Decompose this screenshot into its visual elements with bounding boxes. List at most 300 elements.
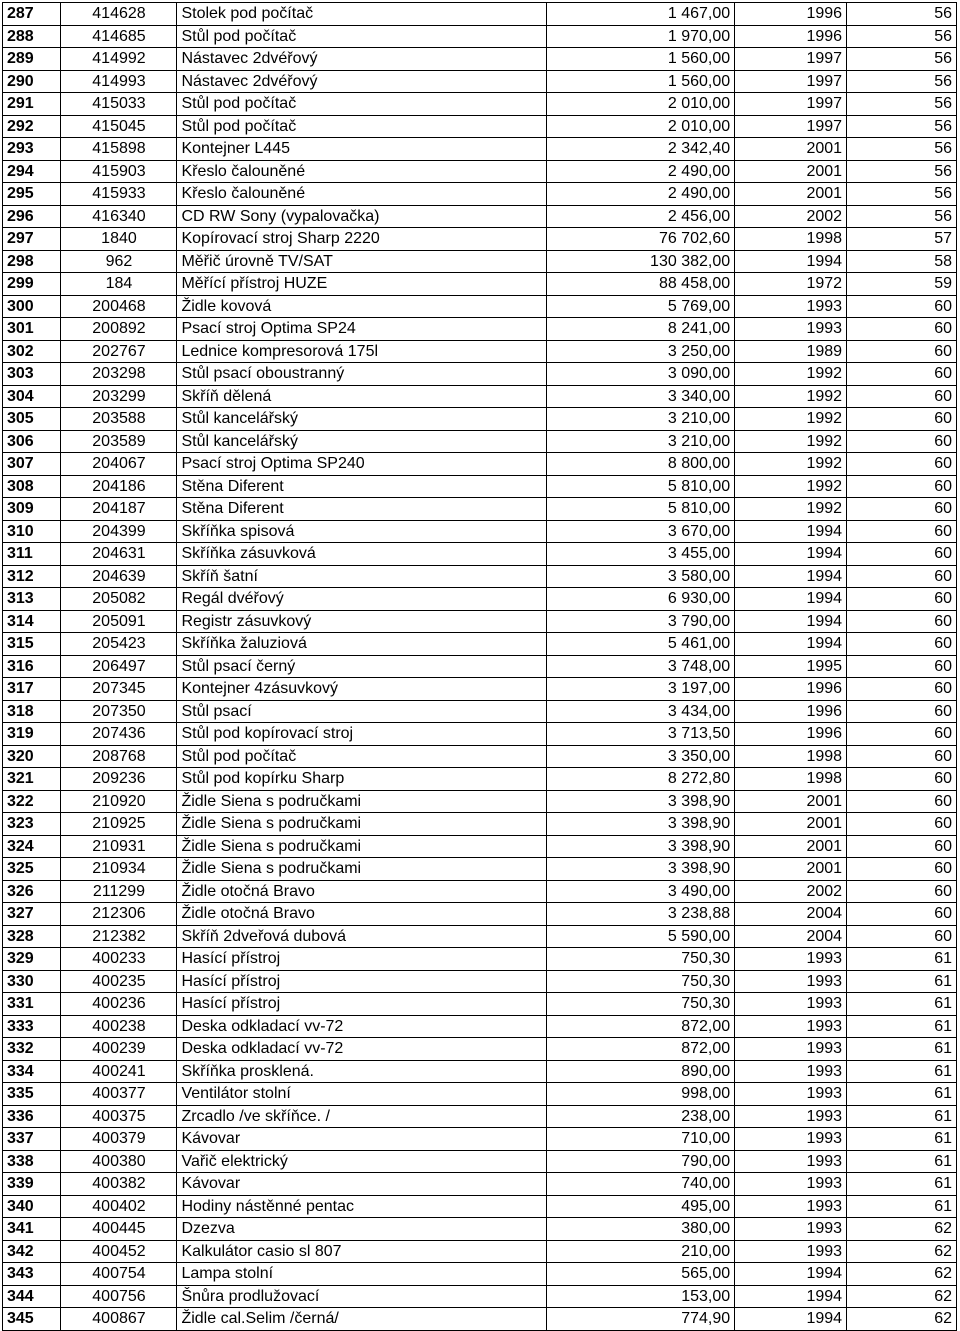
acquisition-year-cell: 1993 bbox=[735, 1218, 847, 1241]
row-number-cell: 294 bbox=[3, 160, 61, 183]
item-name-cell: Stůl pod počítač bbox=[177, 115, 546, 138]
row-number-cell: 337 bbox=[3, 1128, 61, 1151]
acquisition-year-cell: 1992 bbox=[735, 408, 847, 431]
item-name-cell: CD RW Sony (vypalovačka) bbox=[177, 205, 546, 228]
item-name-cell: Zrcadlo /ve skříňce. / bbox=[177, 1105, 546, 1128]
item-name-cell: Kontejner L445 bbox=[177, 138, 546, 161]
asset-id-cell: 205082 bbox=[61, 588, 177, 611]
item-price-cell: 2 010,00 bbox=[546, 93, 735, 116]
item-price-cell: 3 210,00 bbox=[546, 430, 735, 453]
item-name-cell: Regál dvéřový bbox=[177, 588, 546, 611]
item-price-cell: 750,30 bbox=[546, 948, 735, 971]
item-name-cell: Deska odkladací vv-72 bbox=[177, 1015, 546, 1038]
row-number-cell: 290 bbox=[3, 70, 61, 93]
group-code-cell: 56 bbox=[847, 48, 957, 71]
item-name-cell: Stůl psací oboustranný bbox=[177, 363, 546, 386]
item-name-cell: Nástavec 2dvéřový bbox=[177, 70, 546, 93]
acquisition-year-cell: 1994 bbox=[735, 543, 847, 566]
item-name-cell: Stěna Diferent bbox=[177, 475, 546, 498]
acquisition-year-cell: 2004 bbox=[735, 925, 847, 948]
group-code-cell: 57 bbox=[847, 228, 957, 251]
row-number-cell: 306 bbox=[3, 430, 61, 453]
item-price-cell: 3 210,00 bbox=[546, 408, 735, 431]
item-name-cell: Stůl pod počítač bbox=[177, 745, 546, 768]
table-row bbox=[3, 1038, 957, 1061]
item-name-cell: Stěna Diferent bbox=[177, 498, 546, 521]
item-price-cell: 2 456,00 bbox=[546, 205, 735, 228]
row-number-cell: 320 bbox=[3, 745, 61, 768]
asset-id-cell: 400867 bbox=[61, 1308, 177, 1331]
acquisition-year-cell: 1994 bbox=[735, 588, 847, 611]
group-code-cell: 58 bbox=[847, 250, 957, 273]
item-price-cell: 3 490,00 bbox=[546, 880, 735, 903]
acquisition-year-cell: 1992 bbox=[735, 453, 847, 476]
table-row bbox=[3, 925, 957, 948]
acquisition-year-cell: 1994 bbox=[735, 1263, 847, 1286]
table-row bbox=[3, 1218, 957, 1241]
group-code-cell: 60 bbox=[847, 700, 957, 723]
asset-id-cell: 415903 bbox=[61, 160, 177, 183]
group-code-cell: 62 bbox=[847, 1308, 957, 1331]
acquisition-year-cell: 1994 bbox=[735, 1308, 847, 1331]
acquisition-year-cell: 1997 bbox=[735, 115, 847, 138]
asset-id-cell: 1840 bbox=[61, 228, 177, 251]
group-code-cell: 56 bbox=[847, 93, 957, 116]
row-number-cell: 312 bbox=[3, 565, 61, 588]
row-number-cell: 291 bbox=[3, 93, 61, 116]
asset-id-cell: 415933 bbox=[61, 183, 177, 206]
item-price-cell: 3 250,00 bbox=[546, 340, 735, 363]
asset-id-cell: 414628 bbox=[61, 3, 177, 26]
item-price-cell: 238,00 bbox=[546, 1105, 735, 1128]
table-row bbox=[3, 1173, 957, 1196]
row-number-cell: 302 bbox=[3, 340, 61, 363]
group-code-cell: 56 bbox=[847, 3, 957, 26]
item-name-cell: Registr zásuvkový bbox=[177, 610, 546, 633]
acquisition-year-cell: 2002 bbox=[735, 205, 847, 228]
asset-id-cell: 210934 bbox=[61, 858, 177, 881]
group-code-cell: 56 bbox=[847, 138, 957, 161]
item-price-cell: 76 702,60 bbox=[546, 228, 735, 251]
group-code-cell: 56 bbox=[847, 205, 957, 228]
item-price-cell: 3 398,90 bbox=[546, 813, 735, 836]
table-row bbox=[3, 1015, 957, 1038]
group-code-cell: 61 bbox=[847, 1038, 957, 1061]
group-code-cell: 61 bbox=[847, 1128, 957, 1151]
row-number-cell: 300 bbox=[3, 295, 61, 318]
item-price-cell: 8 272,80 bbox=[546, 768, 735, 791]
acquisition-year-cell: 1995 bbox=[735, 655, 847, 678]
acquisition-year-cell: 1993 bbox=[735, 970, 847, 993]
asset-id-cell: 400375 bbox=[61, 1105, 177, 1128]
row-number-cell: 310 bbox=[3, 520, 61, 543]
asset-id-cell: 400402 bbox=[61, 1195, 177, 1218]
acquisition-year-cell: 1993 bbox=[735, 1038, 847, 1061]
group-code-cell: 60 bbox=[847, 813, 957, 836]
group-code-cell: 60 bbox=[847, 295, 957, 318]
item-price-cell: 88 458,00 bbox=[546, 273, 735, 296]
table-row bbox=[3, 228, 957, 251]
table-row bbox=[3, 678, 957, 701]
table-row bbox=[3, 25, 957, 48]
item-name-cell: Nástavec 2dvéřový bbox=[177, 48, 546, 71]
acquisition-year-cell: 2001 bbox=[735, 835, 847, 858]
row-number-cell: 307 bbox=[3, 453, 61, 476]
item-price-cell: 380,00 bbox=[546, 1218, 735, 1241]
table-row bbox=[3, 205, 957, 228]
asset-id-cell: 212306 bbox=[61, 903, 177, 926]
table-row bbox=[3, 318, 957, 341]
item-name-cell: Skříňka žaluziová bbox=[177, 633, 546, 656]
table-row bbox=[3, 430, 957, 453]
acquisition-year-cell: 1994 bbox=[735, 633, 847, 656]
acquisition-year-cell: 1993 bbox=[735, 1150, 847, 1173]
group-code-cell: 60 bbox=[847, 633, 957, 656]
table-row bbox=[3, 453, 957, 476]
item-price-cell: 5 461,00 bbox=[546, 633, 735, 656]
item-name-cell: Měřící přístroj HUZE bbox=[177, 273, 546, 296]
group-code-cell: 60 bbox=[847, 858, 957, 881]
row-number-cell: 303 bbox=[3, 363, 61, 386]
item-name-cell: Skříň 2dveřová dubová bbox=[177, 925, 546, 948]
row-number-cell: 324 bbox=[3, 835, 61, 858]
table-row bbox=[3, 363, 957, 386]
row-number-cell: 292 bbox=[3, 115, 61, 138]
group-code-cell: 60 bbox=[847, 498, 957, 521]
item-name-cell: Skříňka spisová bbox=[177, 520, 546, 543]
row-number-cell: 333 bbox=[3, 1015, 61, 1038]
item-name-cell: Židle Siena s područkami bbox=[177, 835, 546, 858]
table-row bbox=[3, 160, 957, 183]
group-code-cell: 60 bbox=[847, 475, 957, 498]
row-number-cell: 341 bbox=[3, 1218, 61, 1241]
acquisition-year-cell: 2001 bbox=[735, 138, 847, 161]
item-price-cell: 3 398,90 bbox=[546, 858, 735, 881]
group-code-cell: 61 bbox=[847, 993, 957, 1016]
item-price-cell: 790,00 bbox=[546, 1150, 735, 1173]
item-price-cell: 2 490,00 bbox=[546, 160, 735, 183]
row-number-cell: 313 bbox=[3, 588, 61, 611]
row-number-cell: 345 bbox=[3, 1308, 61, 1331]
item-price-cell: 6 930,00 bbox=[546, 588, 735, 611]
group-code-cell: 56 bbox=[847, 115, 957, 138]
asset-id-cell: 204187 bbox=[61, 498, 177, 521]
item-price-cell: 5 590,00 bbox=[546, 925, 735, 948]
group-code-cell: 60 bbox=[847, 363, 957, 386]
group-code-cell: 62 bbox=[847, 1218, 957, 1241]
table-row bbox=[3, 588, 957, 611]
item-name-cell: Ventilátor stolní bbox=[177, 1083, 546, 1106]
asset-id-cell: 209236 bbox=[61, 768, 177, 791]
item-price-cell: 3 398,90 bbox=[546, 790, 735, 813]
row-number-cell: 331 bbox=[3, 993, 61, 1016]
item-price-cell: 210,00 bbox=[546, 1240, 735, 1263]
row-number-cell: 318 bbox=[3, 700, 61, 723]
asset-id-cell: 200468 bbox=[61, 295, 177, 318]
row-number-cell: 295 bbox=[3, 183, 61, 206]
asset-id-cell: 400238 bbox=[61, 1015, 177, 1038]
acquisition-year-cell: 1993 bbox=[735, 1195, 847, 1218]
row-number-cell: 308 bbox=[3, 475, 61, 498]
table-row bbox=[3, 1060, 957, 1083]
row-number-cell: 315 bbox=[3, 633, 61, 656]
asset-id-cell: 415898 bbox=[61, 138, 177, 161]
item-price-cell: 3 790,00 bbox=[546, 610, 735, 633]
asset-id-cell: 962 bbox=[61, 250, 177, 273]
asset-id-cell: 416340 bbox=[61, 205, 177, 228]
item-name-cell: Kontejner 4zásuvkový bbox=[177, 678, 546, 701]
table-row bbox=[3, 565, 957, 588]
asset-id-cell: 200892 bbox=[61, 318, 177, 341]
item-price-cell: 3 350,00 bbox=[546, 745, 735, 768]
acquisition-year-cell: 1994 bbox=[735, 520, 847, 543]
table-row bbox=[3, 948, 957, 971]
table-row bbox=[3, 970, 957, 993]
acquisition-year-cell: 1996 bbox=[735, 25, 847, 48]
item-price-cell: 3 340,00 bbox=[546, 385, 735, 408]
item-price-cell: 774,90 bbox=[546, 1308, 735, 1331]
acquisition-year-cell: 1994 bbox=[735, 565, 847, 588]
group-code-cell: 60 bbox=[847, 408, 957, 431]
item-name-cell: Lampa stolní bbox=[177, 1263, 546, 1286]
acquisition-year-cell: 1997 bbox=[735, 70, 847, 93]
group-code-cell: 60 bbox=[847, 565, 957, 588]
acquisition-year-cell: 2001 bbox=[735, 813, 847, 836]
acquisition-year-cell: 1993 bbox=[735, 1128, 847, 1151]
asset-id-cell: 211299 bbox=[61, 880, 177, 903]
group-code-cell: 61 bbox=[847, 948, 957, 971]
row-number-cell: 319 bbox=[3, 723, 61, 746]
row-number-cell: 311 bbox=[3, 543, 61, 566]
item-name-cell: Křeslo čalouněné bbox=[177, 183, 546, 206]
row-number-cell: 334 bbox=[3, 1060, 61, 1083]
group-code-cell: 61 bbox=[847, 1015, 957, 1038]
row-number-cell: 299 bbox=[3, 273, 61, 296]
table-row bbox=[3, 835, 957, 858]
group-code-cell: 60 bbox=[847, 723, 957, 746]
acquisition-year-cell: 2002 bbox=[735, 880, 847, 903]
table-row bbox=[3, 1128, 957, 1151]
asset-id-cell: 414685 bbox=[61, 25, 177, 48]
table-row bbox=[3, 1150, 957, 1173]
table-row bbox=[3, 385, 957, 408]
item-name-cell: Lednice kompresorová 175l bbox=[177, 340, 546, 363]
asset-id-cell: 400382 bbox=[61, 1173, 177, 1196]
group-code-cell: 61 bbox=[847, 1195, 957, 1218]
row-number-cell: 304 bbox=[3, 385, 61, 408]
table-row bbox=[3, 723, 957, 746]
item-price-cell: 5 769,00 bbox=[546, 295, 735, 318]
group-code-cell: 60 bbox=[847, 925, 957, 948]
table-row bbox=[3, 3, 957, 26]
table-row bbox=[3, 1285, 957, 1308]
table-row bbox=[3, 700, 957, 723]
acquisition-year-cell: 1997 bbox=[735, 93, 847, 116]
group-code-cell: 60 bbox=[847, 745, 957, 768]
group-code-cell: 60 bbox=[847, 835, 957, 858]
item-price-cell: 710,00 bbox=[546, 1128, 735, 1151]
group-code-cell: 60 bbox=[847, 610, 957, 633]
item-name-cell: Stůl kancelářský bbox=[177, 430, 546, 453]
row-number-cell: 301 bbox=[3, 318, 61, 341]
item-price-cell: 5 810,00 bbox=[546, 498, 735, 521]
acquisition-year-cell: 2004 bbox=[735, 903, 847, 926]
group-code-cell: 61 bbox=[847, 1150, 957, 1173]
asset-id-cell: 210925 bbox=[61, 813, 177, 836]
table-row bbox=[3, 655, 957, 678]
row-number-cell: 329 bbox=[3, 948, 61, 971]
group-code-cell: 60 bbox=[847, 453, 957, 476]
asset-id-cell: 204067 bbox=[61, 453, 177, 476]
group-code-cell: 62 bbox=[847, 1263, 957, 1286]
row-number-cell: 330 bbox=[3, 970, 61, 993]
acquisition-year-cell: 1993 bbox=[735, 1060, 847, 1083]
item-price-cell: 5 810,00 bbox=[546, 475, 735, 498]
asset-id-cell: 400377 bbox=[61, 1083, 177, 1106]
group-code-cell: 60 bbox=[847, 678, 957, 701]
asset-id-cell: 204399 bbox=[61, 520, 177, 543]
item-price-cell: 130 382,00 bbox=[546, 250, 735, 273]
acquisition-year-cell: 1972 bbox=[735, 273, 847, 296]
item-name-cell: Stůl psací bbox=[177, 700, 546, 723]
item-price-cell: 890,00 bbox=[546, 1060, 735, 1083]
row-number-cell: 332 bbox=[3, 1038, 61, 1061]
table-row bbox=[3, 340, 957, 363]
acquisition-year-cell: 1996 bbox=[735, 678, 847, 701]
asset-id-cell: 207345 bbox=[61, 678, 177, 701]
row-number-cell: 342 bbox=[3, 1240, 61, 1263]
asset-id-cell: 400756 bbox=[61, 1285, 177, 1308]
inventory-table-body bbox=[3, 3, 957, 1331]
row-number-cell: 296 bbox=[3, 205, 61, 228]
table-row bbox=[3, 1263, 957, 1286]
row-number-cell: 327 bbox=[3, 903, 61, 926]
item-price-cell: 153,00 bbox=[546, 1285, 735, 1308]
group-code-cell: 60 bbox=[847, 655, 957, 678]
row-number-cell: 322 bbox=[3, 790, 61, 813]
table-row bbox=[3, 498, 957, 521]
asset-id-cell: 400754 bbox=[61, 1263, 177, 1286]
acquisition-year-cell: 1997 bbox=[735, 48, 847, 71]
item-name-cell: Hasící přístroj bbox=[177, 948, 546, 971]
item-name-cell: Dzezva bbox=[177, 1218, 546, 1241]
item-price-cell: 998,00 bbox=[546, 1083, 735, 1106]
row-number-cell: 289 bbox=[3, 48, 61, 71]
asset-id-cell: 210931 bbox=[61, 835, 177, 858]
table-row bbox=[3, 633, 957, 656]
group-code-cell: 60 bbox=[847, 880, 957, 903]
acquisition-year-cell: 1993 bbox=[735, 1173, 847, 1196]
item-name-cell: Kávovar bbox=[177, 1128, 546, 1151]
item-price-cell: 3 748,00 bbox=[546, 655, 735, 678]
item-name-cell: Židle Siena s područkami bbox=[177, 813, 546, 836]
acquisition-year-cell: 1989 bbox=[735, 340, 847, 363]
table-row bbox=[3, 1195, 957, 1218]
row-number-cell: 328 bbox=[3, 925, 61, 948]
asset-id-cell: 204639 bbox=[61, 565, 177, 588]
row-number-cell: 325 bbox=[3, 858, 61, 881]
item-name-cell: Vařič elektrický bbox=[177, 1150, 546, 1173]
item-name-cell: Židle otočná Bravo bbox=[177, 880, 546, 903]
acquisition-year-cell: 1993 bbox=[735, 1240, 847, 1263]
item-name-cell: Židle Siena s područkami bbox=[177, 790, 546, 813]
group-code-cell: 61 bbox=[847, 1173, 957, 1196]
acquisition-year-cell: 1992 bbox=[735, 385, 847, 408]
group-code-cell: 61 bbox=[847, 970, 957, 993]
item-name-cell: Stůl pod kopírku Sharp bbox=[177, 768, 546, 791]
asset-id-cell: 400379 bbox=[61, 1128, 177, 1151]
row-number-cell: 314 bbox=[3, 610, 61, 633]
row-number-cell: 317 bbox=[3, 678, 61, 701]
acquisition-year-cell: 1993 bbox=[735, 993, 847, 1016]
acquisition-year-cell: 1994 bbox=[735, 610, 847, 633]
acquisition-year-cell: 1994 bbox=[735, 250, 847, 273]
row-number-cell: 335 bbox=[3, 1083, 61, 1106]
row-number-cell: 297 bbox=[3, 228, 61, 251]
acquisition-year-cell: 1996 bbox=[735, 723, 847, 746]
row-number-cell: 344 bbox=[3, 1285, 61, 1308]
item-price-cell: 3 090,00 bbox=[546, 363, 735, 386]
row-number-cell: 323 bbox=[3, 813, 61, 836]
row-number-cell: 316 bbox=[3, 655, 61, 678]
table-row bbox=[3, 1083, 957, 1106]
acquisition-year-cell: 2001 bbox=[735, 160, 847, 183]
group-code-cell: 62 bbox=[847, 1240, 957, 1263]
asset-id-cell: 207350 bbox=[61, 700, 177, 723]
item-name-cell: Stůl pod kopírovací stroj bbox=[177, 723, 546, 746]
table-row bbox=[3, 813, 957, 836]
row-number-cell: 336 bbox=[3, 1105, 61, 1128]
table-row bbox=[3, 183, 957, 206]
acquisition-year-cell: 1994 bbox=[735, 1285, 847, 1308]
asset-id-cell: 400445 bbox=[61, 1218, 177, 1241]
group-code-cell: 60 bbox=[847, 588, 957, 611]
item-name-cell: Židle otočná Bravo bbox=[177, 903, 546, 926]
group-code-cell: 61 bbox=[847, 1083, 957, 1106]
acquisition-year-cell: 2001 bbox=[735, 183, 847, 206]
acquisition-year-cell: 1992 bbox=[735, 498, 847, 521]
asset-id-cell: 203298 bbox=[61, 363, 177, 386]
item-name-cell: Skříňka prosklená. bbox=[177, 1060, 546, 1083]
item-price-cell: 740,00 bbox=[546, 1173, 735, 1196]
item-price-cell: 1 970,00 bbox=[546, 25, 735, 48]
table-row bbox=[3, 520, 957, 543]
table-row bbox=[3, 1240, 957, 1263]
asset-id-cell: 415045 bbox=[61, 115, 177, 138]
table-row bbox=[3, 543, 957, 566]
item-name-cell: Kopírovací stroj Sharp 2220 bbox=[177, 228, 546, 251]
row-number-cell: 293 bbox=[3, 138, 61, 161]
row-number-cell: 298 bbox=[3, 250, 61, 273]
asset-id-cell: 206497 bbox=[61, 655, 177, 678]
item-price-cell: 2 010,00 bbox=[546, 115, 735, 138]
table-row bbox=[3, 1105, 957, 1128]
item-name-cell: Stůl pod počítač bbox=[177, 25, 546, 48]
table-row bbox=[3, 768, 957, 791]
item-name-cell: Hasící přístroj bbox=[177, 993, 546, 1016]
item-name-cell: Kalkulátor casio sl 807 bbox=[177, 1240, 546, 1263]
row-number-cell: 343 bbox=[3, 1263, 61, 1286]
asset-id-cell: 205423 bbox=[61, 633, 177, 656]
group-code-cell: 56 bbox=[847, 183, 957, 206]
row-number-cell: 326 bbox=[3, 880, 61, 903]
asset-id-cell: 203588 bbox=[61, 408, 177, 431]
group-code-cell: 62 bbox=[847, 1285, 957, 1308]
group-code-cell: 60 bbox=[847, 340, 957, 363]
acquisition-year-cell: 1998 bbox=[735, 768, 847, 791]
item-name-cell: Měřič úrovně TV/SAT bbox=[177, 250, 546, 273]
acquisition-year-cell: 1996 bbox=[735, 3, 847, 26]
